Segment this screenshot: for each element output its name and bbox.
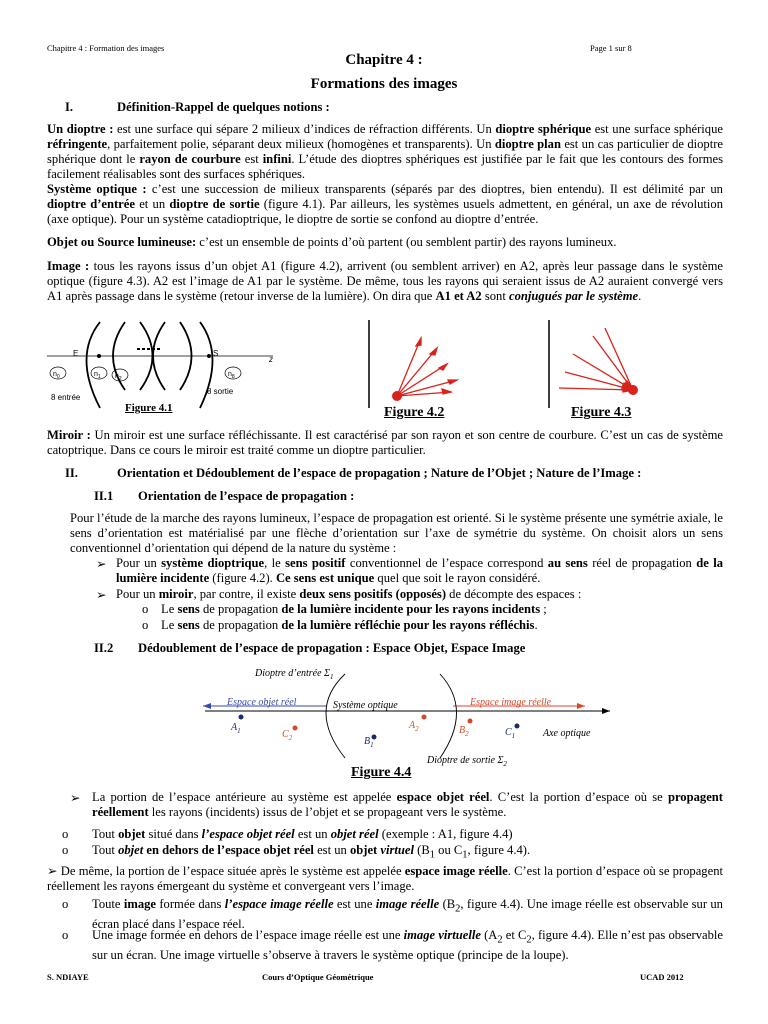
svg-text:Dioptre de sortie Σ2: Dioptre de sortie $\Sigma_2$ bbox=[427, 755, 507, 768]
label-entree: 8 entrée bbox=[51, 393, 81, 402]
footer-institution: UCAD 2012 bbox=[640, 972, 684, 982]
svg-text:A1: $A_1$ bbox=[231, 722, 241, 735]
circle-bullet-marker: o bbox=[142, 618, 149, 632]
label-z: z bbox=[269, 355, 273, 364]
label-s: S bbox=[213, 349, 219, 358]
paragraph-systeme: Système optique : c’est une succession de milieux transparents (séparés par des dioptres, bien entendu). Il est délimité par un dioptre d’entrée et un dioptre de sortie (figure 4.1). Par ailleurs, les systèmes usuels admettent, en général, un axe de révolution (axe optique). Pour un système catadioptrique, le dioptre de sortie se confond au dioptre d’entrée. bbox=[47, 182, 723, 226]
footer-course: Cours d’Optique Géométrique bbox=[262, 972, 374, 982]
paragraph-image: Image : tous les rayons issus d’un objet A1 (figure 4.2), arrivent (ou semblent arriver) en A2, après leur passage dans le système optique (figure 4.3). A2 est l’image de A1 par le système. De même, tous les rayons qui seraient issus de A2 auraient convergé vers A1 après passage dans le système (retour inverse de la lumière). On dira que A1 et A2 sont conjugués par le système. bbox=[47, 259, 723, 303]
arrow-bullet-marker: ➢ bbox=[70, 791, 81, 805]
paragraph-objet: Objet ou Source lumineuse: c’est un ensemble de points d’où partent (ou semblent partir) des rayons lumineux. bbox=[47, 235, 617, 249]
systeme-optique-label: Système optique bbox=[333, 700, 398, 711]
svg-text:A2: $A_2$ bbox=[409, 720, 419, 733]
circle-bullet-marker: o bbox=[142, 602, 149, 616]
svg-text:n1: $n_1$ bbox=[94, 371, 101, 380]
figure-4-3-caption: Figure 4.3 bbox=[571, 405, 632, 420]
figure-4-4 bbox=[195, 660, 615, 768]
circle-bullet-marker: o bbox=[62, 843, 69, 857]
paragraph-orientation: Pour l’étude de la marche des rayons lumineux, l’espace de propagation est orienté. Si le système présente une symétrie axiale, le sens d’orientation est matérialisé par une flèche d’orientation sur l’axe de symétrie du système. On choisit alors un sens conventionnel d’orientation qui dépend de la nature du système : bbox=[70, 511, 723, 555]
bullet-image-virtuelle: Une image formée en dehors de l’espace image réelle est une image virtuelle ($A_2$ et $C_2$, figure 4.4). Elle n’est pas observable sur un écran. Une image virtuelle s’observe à travers le système optique (principe de la loupe). bbox=[92, 928, 723, 962]
bullet-image-reelle: Toute image formée dans l’espace image réelle est une image réelle ($B_2$, figure 4.4). Une image réelle est observable sur un écran placé dans l’espace réel. bbox=[92, 897, 723, 931]
circle-bullet-marker: o bbox=[62, 827, 69, 841]
subsection-title: Dédoublement de l’espace de propagation : Espace Objet, Espace Image bbox=[138, 641, 526, 655]
footer-author: S. NDIAYE bbox=[47, 972, 89, 982]
bullet-systeme-dioptrique: Pour un système dioptrique, le sens positif conventionnel de l’espace correspond au sens réel de propagation de la lumière incidente (figure 4.2). Ce sens est unique quel que soit le rayon considéré. bbox=[116, 556, 723, 585]
section-number: I. bbox=[65, 100, 74, 114]
paragraph-dioptre: Un dioptre : est une surface qui sépare 2 milieux d’indices de réfraction différents. Un dioptre sphérique est une surface sphérique réfringente, parfaitement polie, séparant deux milieux (homogènes et transparents). Un dioptre plan est un cas particulier de dioptre sphérique dont le rayon de courbure est infini. L’étude des dioptres sphériques est justifiée par le fait que les contours des formes facilement réalisables sont des surfaces sphériques. bbox=[47, 122, 724, 181]
figure-4-3 bbox=[545, 318, 655, 410]
dioptre-entree-label: Dioptre d’entrée Σ bbox=[255, 668, 330, 679]
svg-text:C1: $C_1$ bbox=[505, 727, 516, 740]
figure-4-2 bbox=[365, 318, 475, 410]
circle-bullet-marker: o bbox=[62, 897, 69, 911]
header-left: Chapitre 4 : Formation des images bbox=[47, 43, 165, 53]
label-e: E bbox=[73, 349, 79, 358]
svg-text:n2: $n_2$ bbox=[115, 373, 122, 382]
svg-text:n8: $n_8$ bbox=[228, 371, 235, 380]
paragraph-espace-objet: La portion de l’espace antérieure au système est appelée espace objet réel. C’est la portion d’espace où se propagent réellement les rayons (incidents) issus de l’objet et se propageant vers le système. bbox=[92, 790, 723, 819]
section-number: II. bbox=[65, 466, 78, 480]
bullet-objet-virtuel: Tout objet en dehors de l’espace objet réel est un objet virtuel ($B_1$ ou $C_1$, figure 4.4). bbox=[92, 843, 531, 861]
label-sortie: 8 sortie bbox=[207, 387, 234, 396]
dioptre-sortie-label: Dioptre de sortie Σ bbox=[427, 755, 504, 766]
subsection-number: II.1 bbox=[94, 489, 114, 503]
svg-text:B2: $B_2$ bbox=[459, 725, 469, 738]
svg-text:C2: $C_2$ bbox=[282, 729, 293, 742]
sub-bullet-reflechi: Le sens de propagation de la lumière réfléchie pour les rayons réfléchis. bbox=[161, 618, 538, 632]
subsection-title: Orientation de l’espace de propagation : bbox=[138, 489, 355, 503]
figure-4-2-caption: Figure 4.2 bbox=[384, 405, 445, 420]
espace-objet-label: Espace objet réel bbox=[227, 697, 297, 708]
svg-text:n0: $n_0$ bbox=[53, 371, 60, 380]
paragraph-miroir: Miroir : Un miroir est une surface réfléchissante. Il est caractérisé par son rayon et son centre de courbure. C’est un cas de système catoptrique. Dans ce cours le miroir est traité comme un dioptre particulier. bbox=[47, 428, 723, 457]
section-title: Définition-Rappel de quelques notions : bbox=[117, 100, 330, 114]
chapter-subtitle: Formations des images bbox=[310, 76, 458, 92]
arrow-bullet-marker: ➢ bbox=[47, 864, 58, 878]
chapter-title: Chapitre 4 : bbox=[345, 52, 423, 68]
axe-optique-label: Axe optique bbox=[543, 728, 591, 739]
header-right: Page 1 sur 8 bbox=[590, 43, 632, 53]
figure-4-1-caption: Figure 4.1 bbox=[125, 402, 173, 414]
paragraph-espace-image: ➢ De même, la portion de l’espace située après le système est appelée espace image réelle. C’est la portion d’espace où se propagent réellement les rayons émergeant du système et convergeant vers l’image. bbox=[47, 864, 723, 893]
bullet-miroir: Pour un miroir, par contre, il existe deux sens positifs (opposés) de décompte des espaces : bbox=[116, 587, 582, 601]
svg-text:Dioptre d’entrée Σ1: Dioptre d’entrée $\Sigma_1$ bbox=[255, 668, 334, 681]
section-title: Orientation et Dédoublement de l’espace de propagation ; Nature de l’Objet ; Nature de l’Image : bbox=[117, 466, 642, 480]
espace-image-label: Espace image réelle bbox=[470, 697, 552, 708]
sub-bullet-incident: Le sens de propagation de la lumière incidente pour les rayons incidents ; bbox=[161, 602, 547, 616]
arrow-bullet-marker: ➢ bbox=[96, 557, 107, 571]
bullet-objet-reel: Tout objet situé dans l’espace objet réel est un objet réel (exemple : A1, figure 4.4) bbox=[92, 827, 513, 841]
circle-bullet-marker: o bbox=[62, 928, 69, 942]
subsection-number: II.2 bbox=[94, 641, 114, 655]
figure-4-4-caption: Figure 4.4 bbox=[351, 765, 412, 780]
svg-text:B1: $B_1$ bbox=[364, 736, 374, 749]
arrow-bullet-marker: ➢ bbox=[96, 588, 107, 602]
